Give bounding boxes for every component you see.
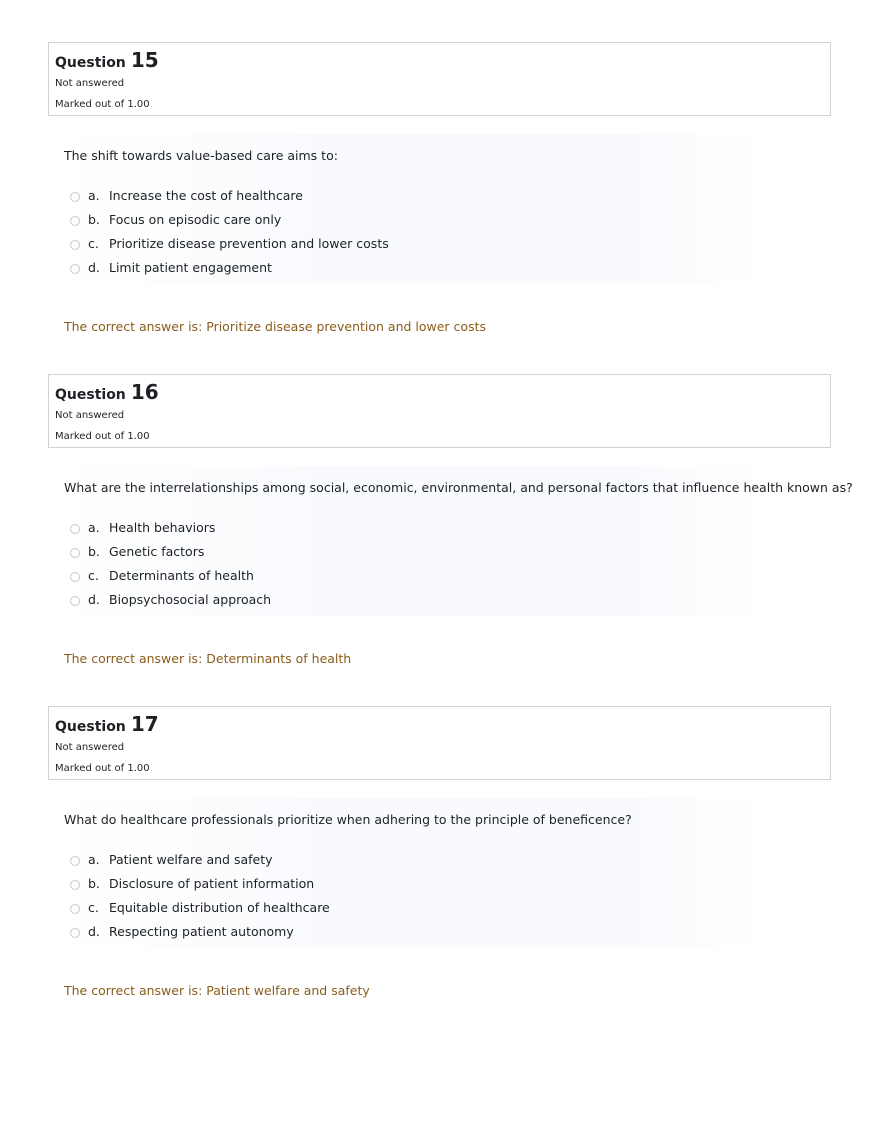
question-grade: Marked out of 1.00: [55, 99, 150, 110]
option-text: Determinants of health: [109, 568, 254, 583]
radio-button[interactable]: [70, 548, 80, 558]
question-label: Question: [55, 719, 126, 735]
question-info: [48, 42, 831, 116]
question-heading: [55, 379, 159, 408]
radio-button[interactable]: [70, 264, 80, 274]
radio-button[interactable]: [70, 216, 80, 226]
radio-button[interactable]: [70, 928, 80, 938]
option-letter: c.: [88, 568, 99, 583]
correct-answer-feedback: The correct answer is: Determinants of health: [64, 651, 352, 666]
question-state: Not answered: [55, 78, 125, 89]
option-text: Health behaviors: [109, 520, 216, 535]
option-letter: a.: [88, 188, 100, 203]
answer-options: [64, 180, 389, 276]
question-grade: Marked out of 1.00: [55, 431, 150, 442]
correct-answer-feedback: The correct answer is: Patient welfare and safety: [64, 983, 370, 998]
radio-button[interactable]: [70, 904, 80, 914]
question-heading: [55, 47, 159, 76]
option-text: Patient welfare and safety: [109, 852, 273, 867]
question-state: Not answered: [55, 742, 125, 753]
question-text: The shift towards value-based care aims to:: [64, 148, 338, 163]
answer-option-a[interactable]: [64, 844, 384, 868]
option-letter: b.: [88, 212, 100, 227]
correct-answer-feedback: The correct answer is: Prioritize disease prevention and lower costs: [64, 319, 486, 334]
question-text: What do healthcare professionals prioritize when adhering to the principle of beneficence?: [64, 812, 632, 827]
question-label: Question: [55, 387, 126, 403]
question-grade: Marked out of 1.00: [55, 763, 150, 774]
radio-button[interactable]: [70, 880, 80, 890]
radio-button[interactable]: [70, 192, 80, 202]
radio-button[interactable]: [70, 596, 80, 606]
question-number: 15: [130, 48, 159, 72]
option-letter: b.: [88, 544, 100, 559]
answer-option-a[interactable]: [64, 512, 384, 536]
radio-button[interactable]: [70, 240, 80, 250]
answer-option-b[interactable]: [64, 536, 384, 560]
question-info: [48, 706, 831, 780]
option-text: Disclosure of patient information: [109, 876, 315, 891]
answer-option-b[interactable]: [64, 868, 384, 892]
option-letter: d.: [88, 260, 100, 275]
option-letter: d.: [88, 592, 100, 607]
answer-option-d[interactable]: [64, 916, 384, 940]
option-letter: c.: [88, 900, 99, 915]
radio-button[interactable]: [70, 856, 80, 866]
answer-options: [64, 844, 384, 940]
option-text: Limit patient engagement: [109, 260, 272, 275]
answer-option-c[interactable]: [64, 892, 384, 916]
answer-options: [64, 512, 384, 608]
question-info: [48, 374, 831, 448]
radio-button[interactable]: [70, 572, 80, 582]
option-text: Increase the cost of healthcare: [109, 188, 303, 203]
option-text: Biopsychosocial approach: [109, 592, 272, 607]
option-text: Focus on episodic care only: [109, 212, 282, 227]
option-letter: d.: [88, 924, 100, 939]
answer-option-a[interactable]: [64, 180, 384, 204]
answer-option-c[interactable]: [64, 560, 384, 584]
question-text: What are the interrelationships among social, economic, environmental, and personal factors that influence health known as?: [64, 480, 853, 495]
question-state: Not answered: [55, 410, 125, 421]
question-15: [0, 0, 880, 332]
question-label: Question: [55, 55, 126, 71]
option-text: Prioritize disease prevention and lower costs: [109, 236, 389, 251]
radio-button[interactable]: [70, 524, 80, 534]
question-number: 17: [130, 712, 159, 736]
option-text: Genetic factors: [109, 544, 205, 559]
answer-option-b[interactable]: [64, 204, 384, 228]
answer-option-d[interactable]: [64, 252, 384, 276]
option-letter: a.: [88, 852, 100, 867]
question-number: 16: [130, 380, 159, 404]
option-letter: a.: [88, 520, 100, 535]
option-text: Respecting patient autonomy: [109, 924, 294, 939]
question-heading: [55, 711, 159, 740]
question-17: [0, 664, 880, 996]
answer-option-d[interactable]: [64, 584, 384, 608]
option-text: Equitable distribution of healthcare: [109, 900, 330, 915]
option-letter: c.: [88, 236, 99, 251]
question-16: [0, 332, 880, 664]
option-letter: b.: [88, 876, 100, 891]
answer-option-c[interactable]: [64, 228, 389, 252]
